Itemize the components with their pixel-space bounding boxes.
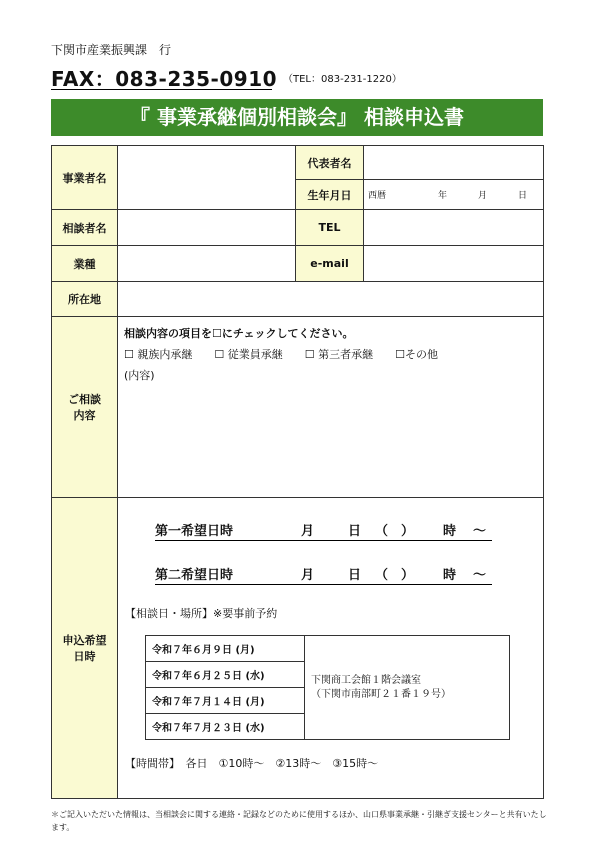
second-tilde: ～	[473, 568, 487, 583]
time-slot-note: 【時間帯】 各日 ①10時～ ②13時～ ③15時～	[125, 757, 379, 770]
option-other-checkbox[interactable]: ☐その他	[395, 348, 438, 361]
form-title-banner: 『 事業承継個別相談会』 相談申込書	[51, 99, 543, 136]
address-label: 所在地	[52, 282, 118, 317]
dob-label: 生年月日	[296, 180, 364, 210]
tel-label: TEL	[296, 210, 364, 246]
industry-field[interactable]	[118, 246, 296, 282]
first-weekday: （ ）	[375, 524, 415, 539]
option-third-party-checkbox[interactable]: ☐ 第三者承継	[304, 348, 374, 361]
consultant-label: 相談者名	[52, 210, 118, 246]
first-day: 日	[348, 524, 362, 539]
first-preference-line[interactable]	[155, 520, 492, 541]
content-options	[124, 344, 537, 365]
application-form	[51, 145, 544, 799]
preference-field	[118, 498, 544, 799]
email-field[interactable]	[364, 246, 544, 282]
tel-number: （TEL：083-231-1220）	[283, 74, 402, 85]
representative-label: 代表者名	[296, 146, 364, 180]
date-option: 令和７年６月２５日 (水)	[146, 662, 305, 688]
second-hour: 時	[443, 568, 457, 583]
consultant-field[interactable]	[118, 210, 296, 246]
second-weekday: （ ）	[375, 568, 415, 583]
address-field[interactable]	[118, 282, 544, 317]
second-day: 日	[348, 568, 362, 583]
fax-underline	[51, 89, 272, 90]
first-hour: 時	[443, 524, 457, 539]
content-label	[52, 317, 118, 498]
date-option: 令和７年７月１４日 (月)	[146, 688, 305, 714]
preference-label-line2: 日時	[73, 650, 96, 663]
email-label: e-mail	[296, 246, 364, 282]
preference-label	[52, 498, 118, 799]
content-instruction: 相談内容の項目を☐にチェックしてください。	[124, 327, 354, 340]
dob-day: 日	[518, 191, 528, 201]
content-field[interactable]	[118, 317, 544, 498]
dob-year: 年	[438, 191, 448, 201]
date-option: 令和７年７月２３日 (水)	[146, 714, 305, 740]
dob-field[interactable]	[364, 180, 544, 210]
recipient: 下関市産業振興課 行	[51, 43, 172, 57]
venue-address: （下関市南部町２１番１９号）	[311, 688, 451, 700]
first-preference-label: 第一希望日時	[155, 524, 234, 539]
venue-name: 下関商工会館１階会議室	[311, 674, 421, 686]
first-month: 月	[301, 524, 315, 539]
content-label-line2: 内容	[73, 409, 96, 422]
second-month: 月	[301, 568, 315, 583]
content-detail-label: (内容)	[124, 369, 155, 382]
business-name-label: 事業者名	[52, 146, 118, 210]
dob-era: 西暦	[368, 191, 387, 201]
tel-field[interactable]	[364, 210, 544, 246]
fax-number: FAX：083-235-0910	[51, 67, 278, 91]
preference-label-line1: 申込希望	[62, 634, 107, 647]
first-tilde: ～	[473, 524, 487, 539]
date-place-note: 【相談日・場所】※要事前予約	[125, 607, 278, 620]
industry-label: 業種	[52, 246, 118, 282]
option-employee-checkbox[interactable]: ☐ 従業員承継	[214, 348, 283, 361]
representative-field[interactable]	[364, 146, 544, 180]
date-option: 令和７年６月９日 (月)	[146, 636, 305, 662]
content-label-line1: ご相談	[68, 393, 101, 406]
dates-table	[145, 635, 510, 740]
second-preference-label: 第二希望日時	[155, 568, 234, 583]
venue	[305, 636, 510, 740]
second-preference-line[interactable]	[155, 564, 492, 585]
option-family-checkbox[interactable]: ☐ 親族内承継	[124, 348, 193, 361]
business-name-field[interactable]	[118, 146, 296, 210]
dob-month: 月	[478, 191, 488, 201]
footer-note: ＊ご記入いただいた情報は、当相談会に関する連絡・記録などのために使用するほか、山口県事業承継・引継ぎ支援センターと共有いたします。	[51, 810, 547, 832]
